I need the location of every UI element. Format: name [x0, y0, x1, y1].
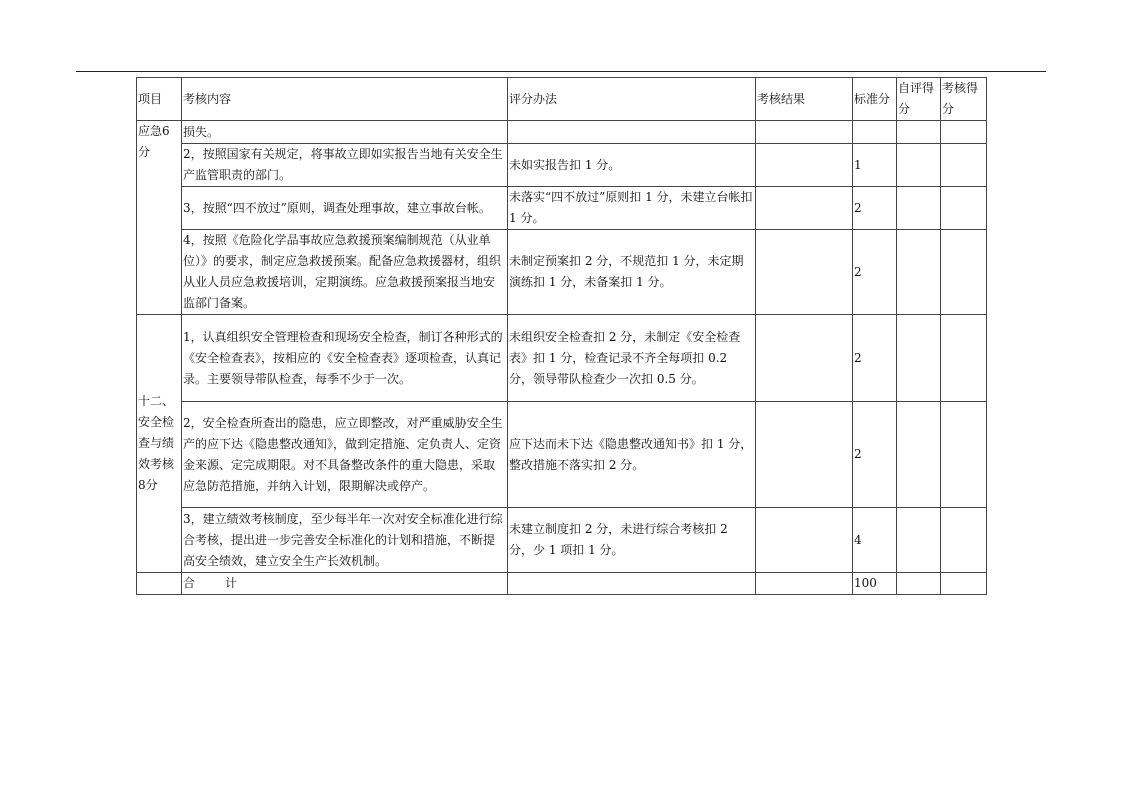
header-content: 考核内容 — [182, 78, 508, 121]
total-label — [182, 573, 508, 595]
row-result — [756, 508, 853, 573]
row-self-score — [897, 121, 941, 144]
row-method: 未落实“四不放过”原则扣 1 分，未建立台帐扣 1 分。 — [508, 187, 756, 230]
header-audit-score: 考核得分 — [941, 78, 987, 121]
row-method: 应下达而未下达《隐患整改通知书》扣 1 分，整改措施不落实扣 2 分。 — [508, 402, 756, 508]
assessment-table — [136, 77, 987, 595]
group-label-inspection: 十二、安全检查与绩效考核8分 — [137, 315, 182, 573]
total-self-score — [897, 573, 941, 595]
table-row — [137, 230, 987, 315]
total-method — [508, 573, 756, 595]
row-content: 4，按照《危险化学品事故应急救援预案编制规范（从业单位）》的要求，制定应急救援预案。配备应急救援器材，组织从业人员应急救援培训，定期演练。应急救援预案报当地安监部门备案。 — [182, 230, 508, 315]
header-item: 项目 — [137, 78, 182, 121]
table-row — [137, 315, 987, 402]
row-method — [508, 121, 756, 144]
total-row — [137, 573, 987, 595]
row-method: 未制定预案扣 2 分，不规范扣 1 分，未定期演练扣 1 分，未备案扣 1 分。 — [508, 230, 756, 315]
total-result — [756, 573, 853, 595]
row-method: 未建立制度扣 2 分，未进行综合考核扣 2 分，少 1 项扣 1 分。 — [508, 508, 756, 573]
row-method: 未如实报告扣 1 分。 — [508, 144, 756, 187]
row-audit-score — [941, 402, 987, 508]
row-audit-score — [941, 144, 987, 187]
header-rule — [76, 71, 1046, 72]
total-label-right: 计 — [225, 576, 238, 590]
row-self-score — [897, 144, 941, 187]
table-row — [137, 402, 987, 508]
row-standard: 2 — [853, 187, 897, 230]
row-self-score — [897, 508, 941, 573]
row-content: 损失。 — [182, 121, 508, 144]
row-result — [756, 187, 853, 230]
row-result — [756, 121, 853, 144]
row-content: 3，建立绩效考核制度，至少每半年一次对安全标准化进行综合考核，提出进一步完善安全标准化的计划和措施，不断提高安全绩效，建立安全生产长效机制。 — [182, 508, 508, 573]
table-header-row — [137, 78, 987, 121]
row-standard: 2 — [853, 315, 897, 402]
row-method: 未组织安全检查扣 2 分，未制定《安全检查表》扣 1 分，检查记录不齐全每项扣 0.2 分，领导带队检查少一次扣 0.5 分。 — [508, 315, 756, 402]
row-standard: 2 — [853, 230, 897, 315]
row-content: 1，认真组织安全管理检查和现场安全检查，制订各种形式的《安全检查表》，按相应的《安全检查表》逐项检查，认真记录。主要领导带队检查，每季不少于一次。 — [182, 315, 508, 402]
row-audit-score — [941, 230, 987, 315]
row-standard: 2 — [853, 402, 897, 508]
row-audit-score — [941, 121, 987, 144]
row-self-score — [897, 187, 941, 230]
total-label-left: 合 — [183, 576, 196, 590]
table-row — [137, 187, 987, 230]
header-method: 评分办法 — [508, 78, 756, 121]
group-label-emergency: 应急6分 — [137, 121, 182, 315]
row-result — [756, 144, 853, 187]
header-standard: 标准分 — [853, 78, 897, 121]
row-result — [756, 315, 853, 402]
table-row — [137, 121, 987, 144]
header-self-score: 自评得分 — [897, 78, 941, 121]
row-result — [756, 402, 853, 508]
row-self-score — [897, 402, 941, 508]
row-standard — [853, 121, 897, 144]
row-content: 2，安全检查所查出的隐患，应立即整改，对严重威胁安全生产的应下达《隐患整改通知》，做到定措施、定负责人、定资金来源、定完成期限。对不具备整改条件的重大隐患，采取应急防范措施，并纳入计划，限期解决或停产。 — [182, 402, 508, 508]
row-audit-score — [941, 187, 987, 230]
row-audit-score — [941, 508, 987, 573]
total-item — [137, 573, 182, 595]
table-row — [137, 144, 987, 187]
total-standard: 100 — [853, 573, 897, 595]
total-audit-score — [941, 573, 987, 595]
row-content: 3，按照“四不放过”原则，调查处理事故，建立事故台帐。 — [182, 187, 508, 230]
row-result — [756, 230, 853, 315]
header-result: 考核结果 — [756, 78, 853, 121]
row-content: 2，按照国家有关规定，将事故立即如实报告当地有关安全生产监管职责的部门。 — [182, 144, 508, 187]
row-standard: 4 — [853, 508, 897, 573]
row-self-score — [897, 230, 941, 315]
table-row — [137, 508, 987, 573]
row-audit-score — [941, 315, 987, 402]
row-self-score — [897, 315, 941, 402]
row-standard: 1 — [853, 144, 897, 187]
